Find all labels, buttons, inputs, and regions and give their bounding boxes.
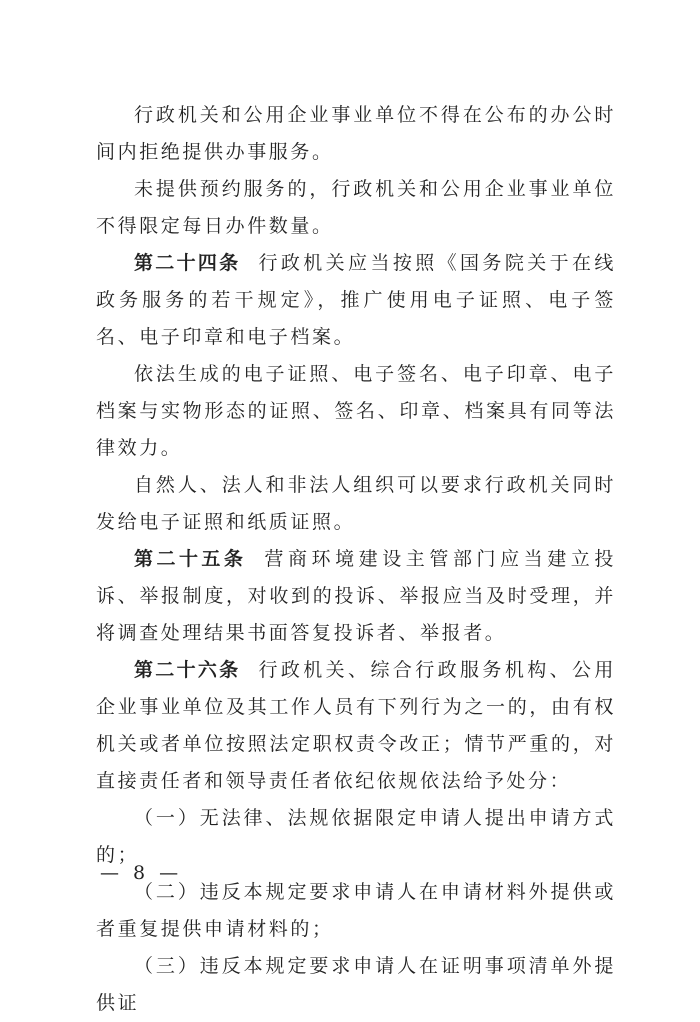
list-item-2-text: （二）违反本规定要求申请人在申请材料外提供或者重复提供申请材料的； (96, 881, 616, 940)
article-24-text: 行政机关应当按照《国务院关于在线政务服务的若干规定》，推广使用电子证照、电子签名、电子印章和电子档案。 (96, 252, 616, 348)
paragraph-1-text: 行政机关和公用企业事业单位不得在公布的办公时间内拒绝提供办事服务。 (96, 104, 616, 163)
article-25-text: 营商环境建设主管部门应当建立投诉、举报制度，对收到的投诉、举报应当及时受理，并将调查处理结果书面答复投诉者、举报者。 (96, 548, 616, 644)
list-item-1-text: （一）无法律、法规依据限定申请人提出申请方式的； (96, 807, 616, 866)
article-25-number: 第二十五条 (134, 548, 247, 570)
paragraph-2 (96, 171, 616, 245)
list-item-3 (96, 948, 616, 1022)
paragraph-4-text: 依法生成的电子证照、电子签名、电子印章、电子档案与实物形态的证照、签名、印章、档案具有同等法律效力。 (96, 363, 616, 459)
page-number: — 8 — (100, 862, 183, 884)
article-24-number: 第二十四条 (134, 252, 241, 274)
article-26-number: 第二十六条 (134, 659, 241, 681)
article-26-text: 行政机关、综合行政服务机构、公用企业事业单位及其工作人员有下列行为之一的，由有权机关或者单位按照法定职权责令改正；情节严重的，对直接责任者和领导责任者依纪依规依法给予处分： (96, 659, 616, 792)
list-item-2 (96, 874, 616, 948)
paragraph-1 (96, 97, 616, 171)
article-26 (96, 652, 616, 800)
paragraph-4 (96, 356, 616, 467)
article-25 (96, 541, 616, 652)
paragraph-5 (96, 467, 616, 541)
paragraph-5-text: 自然人、法人和非法人组织可以要求行政机关同时发给电子证照和纸质证照。 (96, 474, 616, 533)
list-item-3-text: （三）违反本规定要求申请人在证明事项清单外提供证 (96, 955, 616, 1014)
article-24 (96, 245, 616, 356)
paragraph-2-text: 未提供预约服务的，行政机关和公用企业事业单位不得限定每日办件数量。 (96, 178, 616, 237)
